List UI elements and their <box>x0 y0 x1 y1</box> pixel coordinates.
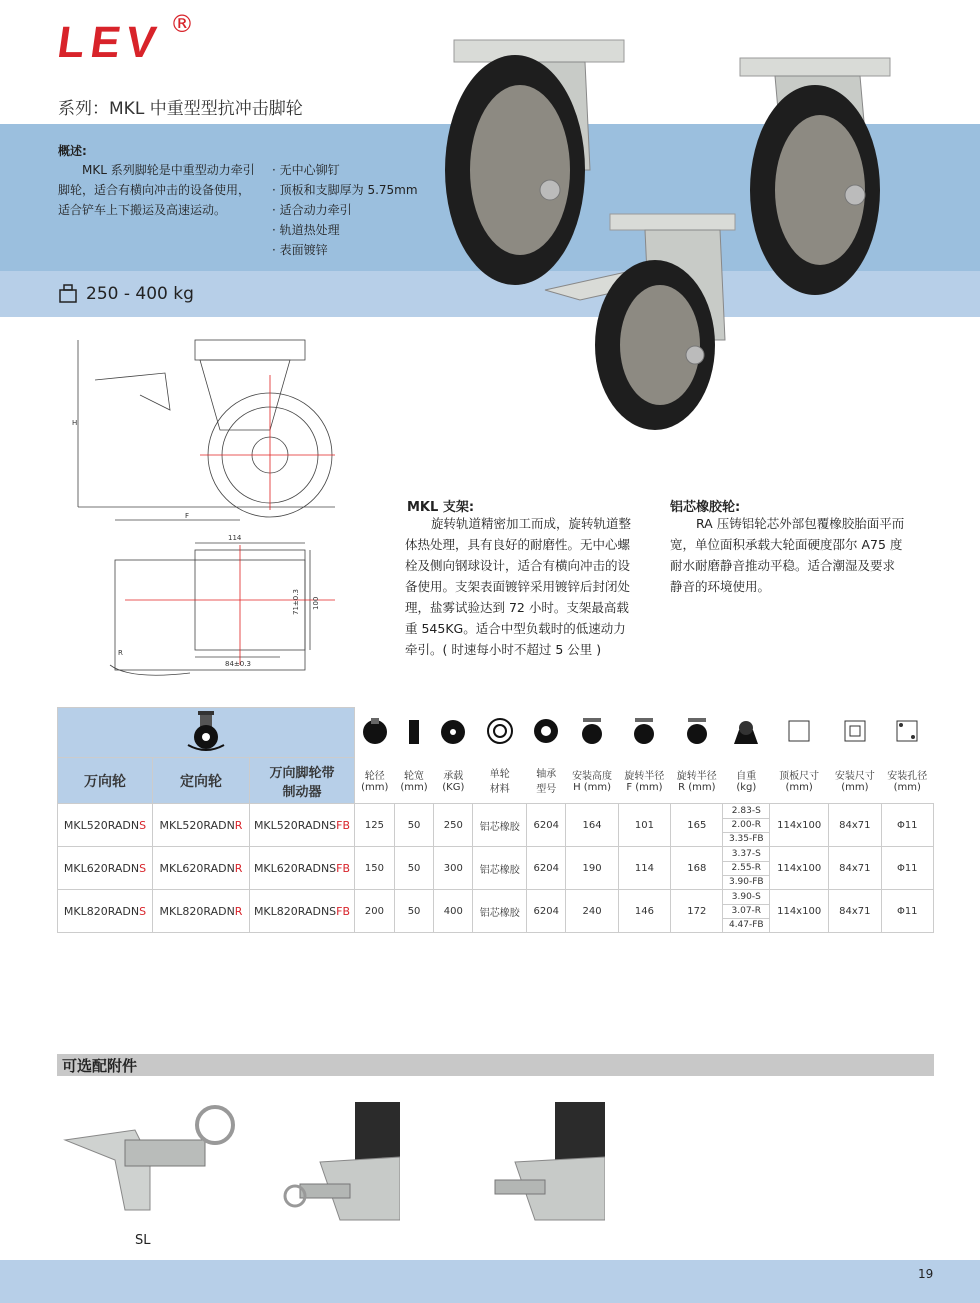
cell-plate: 114x100 <box>770 890 829 933</box>
dim-71-label: 71±0.3 <box>292 589 300 615</box>
icon-wheel-width <box>394 708 433 758</box>
model-swivel: MKL520RADNS <box>58 804 153 847</box>
accessory-sl-label: SL <box>135 1233 151 1248</box>
feature-item: · 无中心铆钉 <box>272 160 418 180</box>
page-number: 19 <box>918 1267 934 1281</box>
model-swivel: MKL820RADNS <box>58 890 153 933</box>
cell-plate: 114x100 <box>770 804 829 847</box>
feature-item: · 顶板和支脚厚为 5.75mm <box>272 180 418 200</box>
icon-height <box>566 708 618 758</box>
cell-dia: 200 <box>355 890 395 933</box>
cell-mount: 84x71 <box>829 890 881 933</box>
feature-list <box>272 160 418 260</box>
cell-weight: 3.37-S 2.55-R 3.90-FB <box>723 847 770 890</box>
col-material: 单轮 材料 <box>489 769 510 796</box>
icon-radius-r <box>671 708 723 758</box>
caster-icon <box>184 709 228 753</box>
dim-h-label: H <box>72 419 78 427</box>
table-row <box>58 804 934 847</box>
footer-band <box>0 1260 980 1303</box>
col-swivel: 万向轮 <box>58 758 153 804</box>
cell-width: 50 <box>394 890 433 933</box>
accessories-title: 可选配附件 <box>62 1057 138 1075</box>
cell-mount: 84x71 <box>829 804 881 847</box>
spec-table <box>57 707 934 933</box>
icon-bearing <box>527 708 566 758</box>
icon-material <box>473 708 527 758</box>
cell-hole: Φ11 <box>881 804 933 847</box>
cell-material: 铝芯橡胶 <box>473 804 527 847</box>
model-rigid: MKL620RADNR <box>153 847 250 890</box>
col-mount: 安装尺寸 (mm) <box>834 771 875 794</box>
icon-hole <box>881 708 933 758</box>
cell-load: 400 <box>434 890 473 933</box>
col-brake <box>250 758 355 804</box>
col-hole: 安装孔径 (mm) <box>887 771 928 794</box>
bracket-title: MKL 支架: <box>407 500 475 515</box>
dim-f-label: F <box>185 512 190 520</box>
overview-title: 概述: <box>58 144 87 158</box>
accessories-bar <box>57 1054 934 1076</box>
icon-weight <box>723 708 770 758</box>
model-brake: MKL620RADNSFB <box>250 847 355 890</box>
feature-item: · 轨道热处理 <box>272 220 418 240</box>
cell-bearing: 6204 <box>527 804 566 847</box>
model-brake: MKL520RADNSFB <box>250 804 355 847</box>
cell-radius-f: 101 <box>618 804 670 847</box>
technical-drawing <box>70 335 340 690</box>
swivel-caster-image <box>445 40 624 285</box>
col-bearing: 轴承 型号 <box>536 769 557 796</box>
dim-84-label: 84±0.3 <box>225 660 251 668</box>
sl-lock-image <box>55 1100 245 1220</box>
model-rigid: MKL520RADNR <box>153 804 250 847</box>
cell-height: 164 <box>566 804 618 847</box>
feature-item: · 表面镀锌 <box>272 240 418 260</box>
model-brake: MKL820RADNSFB <box>250 890 355 933</box>
overview-text: MKL 系列脚轮是中重型动力牵引脚轮，适合有横向冲击的设备使用，适合铲车上下搬运及高速运动。 <box>58 163 255 217</box>
caster-icon-cell <box>58 708 355 758</box>
icon-radius-f <box>618 708 670 758</box>
cell-height: 240 <box>566 890 618 933</box>
cell-dia: 150 <box>355 847 395 890</box>
cell-radius-r: 168 <box>671 847 723 890</box>
model-rigid: MKL820RADNR <box>153 890 250 933</box>
dim-100-label: 100 <box>312 596 320 610</box>
icon-mount <box>829 708 881 758</box>
cell-mount: 84x71 <box>829 847 881 890</box>
col-dia: 轮径 (mm) <box>361 771 389 794</box>
icon-wheel-dia <box>355 708 395 758</box>
cell-weight: 2.83-S 2.00-R 3.35-FB <box>723 804 770 847</box>
cell-bearing: 6204 <box>527 847 566 890</box>
caster-photos <box>440 30 920 430</box>
weight-icon <box>58 283 78 303</box>
bracket-text: 旋转轨道精密加工而成，旋转轨道整体热处理，具有良好的耐磨性。无中心螺栓及侧向钢球设计，适合有横向冲击的设备使用。支架表面镀锌采用镀锌后封闭处理，盐雾试验达到 72 小时。支架最高载重 545KG。适合中型负载时的低速动力牵引。( 时速每小时不超过 5 公里 ) <box>405 516 632 657</box>
cell-width: 50 <box>394 847 433 890</box>
cell-radius-r: 165 <box>671 804 723 847</box>
accessory-image-2 <box>280 1102 400 1222</box>
cell-load: 250 <box>434 804 473 847</box>
brake-caster-image <box>545 214 735 430</box>
table-row <box>58 890 934 933</box>
registered-mark: ® <box>170 10 194 38</box>
cell-radius-f: 146 <box>618 890 670 933</box>
col-plate: 顶板尺寸 (mm) <box>779 771 820 794</box>
cell-width: 50 <box>394 804 433 847</box>
col-brake-label: 万向脚轮带制动器 <box>269 765 335 800</box>
dim-114-label: 114 <box>228 534 242 542</box>
cell-height: 190 <box>566 847 618 890</box>
table-row <box>58 847 934 890</box>
cell-bearing: 6204 <box>527 890 566 933</box>
cell-radius-f: 114 <box>618 847 670 890</box>
cell-material: 铝芯橡胶 <box>473 847 527 890</box>
cell-radius-r: 172 <box>671 890 723 933</box>
col-rigid: 定向轮 <box>153 758 250 804</box>
series-title: 系列：MKL 中重型型抗冲击脚轮 <box>58 99 303 119</box>
cell-hole: Φ11 <box>881 890 933 933</box>
icon-plate <box>770 708 829 758</box>
accessory-image-3 <box>485 1102 605 1222</box>
cell-material: 铝芯橡胶 <box>473 890 527 933</box>
col-weight: 自重 (kg) <box>736 771 757 794</box>
cell-weight: 3.90-S 3.07-R 4.47-FB <box>723 890 770 933</box>
col-width: 轮宽 (mm) <box>400 771 428 794</box>
dim-r-label: R <box>118 649 123 657</box>
cell-dia: 125 <box>355 804 395 847</box>
icon-load <box>434 708 473 758</box>
model-swivel: MKL620RADNS <box>58 847 153 890</box>
wheel-text: RA 压铸铝轮芯外部包覆橡胶胎面平而宽，单位面积承载大轮面硬度邵尔 A75 度耐水耐磨静音推动平稳。适合潮湿及要求静音的环境使用。 <box>670 516 905 594</box>
cell-plate: 114x100 <box>770 847 829 890</box>
col-radius-f: 旋转半径 F (mm) <box>624 771 665 794</box>
brand-logo: LEV <box>54 18 166 67</box>
load-range: 250 - 400 kg <box>86 284 194 304</box>
cell-load: 300 <box>434 847 473 890</box>
cell-hole: Φ11 <box>881 847 933 890</box>
rigid-caster-image <box>740 58 890 295</box>
col-height: 安装高度 H (mm) <box>572 771 613 794</box>
wheel-title: 铝芯橡胶轮: <box>670 500 741 515</box>
col-radius-r: 旋转半径 R (mm) <box>676 771 717 794</box>
col-load: 承载 (KG) <box>442 771 465 794</box>
feature-item: · 适合动力牵引 <box>272 200 418 220</box>
